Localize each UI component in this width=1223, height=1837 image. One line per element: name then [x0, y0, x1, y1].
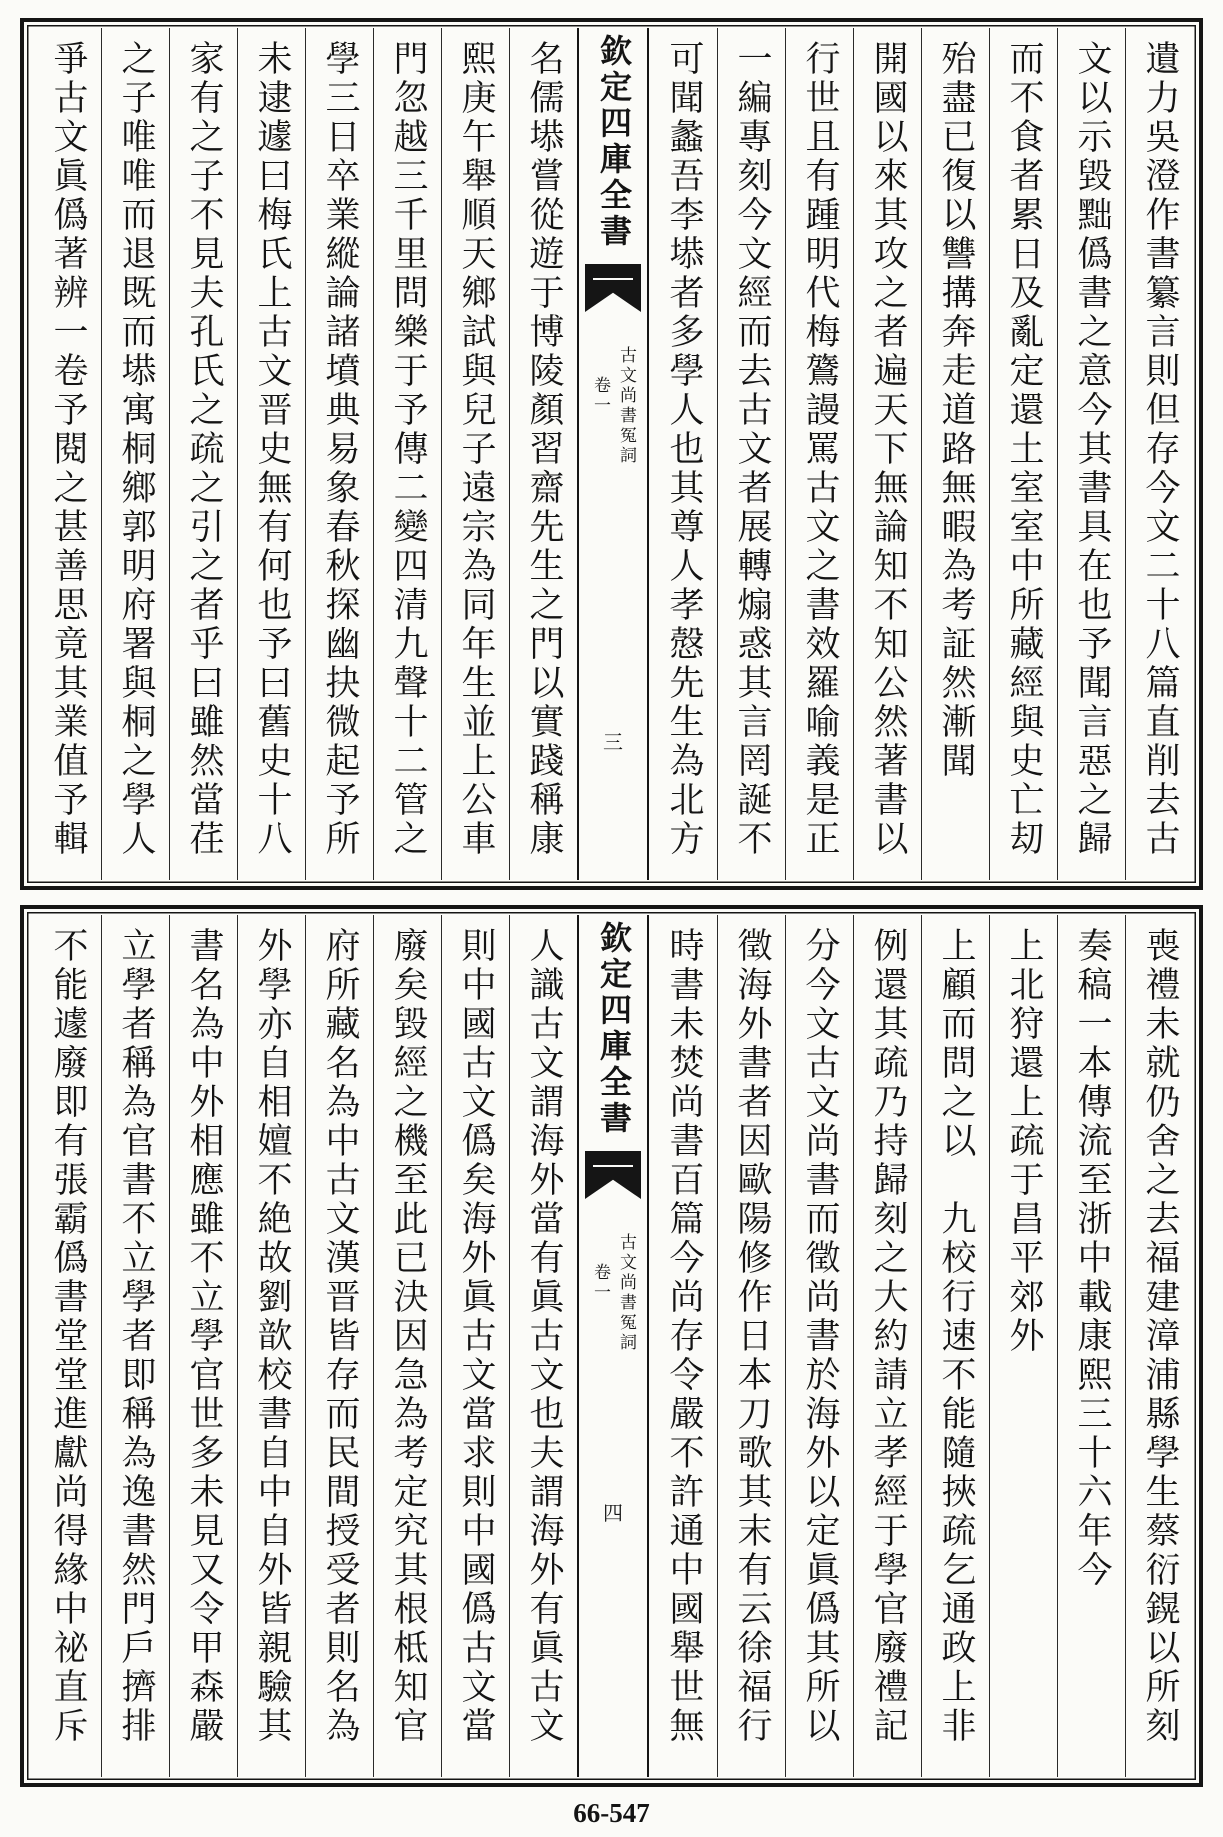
- text-column: 例還其疏乃持歸刻之大約請立孝經于學官廢禮記: [853, 915, 921, 1777]
- book-title-line: [585, 346, 641, 466]
- text-column: 奏稿一本傳流至浙中載康熙三十六年今: [1057, 915, 1125, 1777]
- fishtail-mark: [585, 1151, 641, 1199]
- folio-band: [577, 915, 649, 1777]
- book-title: 古文尚書冤詞: [616, 346, 636, 466]
- text-column: 一編專刻今文經而去古文者展轉煽惑其言罔誕不: [717, 28, 785, 880]
- text-column: 文以示毀黜僞書之意今其書具在也予聞言惡之歸: [1057, 28, 1125, 880]
- text-column: 家有之子不見夫孔氏之疏之引之者乎曰雖然當荏: [169, 28, 237, 880]
- volume-label: 卷一: [590, 1263, 610, 1303]
- fishtail-mark: [585, 264, 641, 312]
- folio-number: 四: [603, 1501, 623, 1525]
- page-block-upper: [20, 18, 1203, 890]
- text-column: 分今文古文尚書而徵尚書於海外以定眞僞其所以: [785, 915, 853, 1777]
- text-column: 開國以來其攻之者遍天下無論知不知公然著書以: [853, 28, 921, 880]
- text-column: 之子唯唯而退既而塨寓桐鄉郭明府署與桐之學人: [101, 28, 169, 880]
- text-column: 遺力吳澄作書纂言則但存今文二十八篇直削去古: [1125, 28, 1193, 880]
- folio-band: [577, 28, 649, 880]
- text-column: 門忽越三千里問樂于予傳二變四清九聲十二管之: [373, 28, 441, 880]
- text-column: 則中國古文僞矣海外眞古文當求則中國僞古文當: [441, 915, 509, 1777]
- text-column: 人識古文謂海外當有眞古文也夫謂海外有眞古文: [509, 915, 577, 1777]
- text-column: 時書未焚尚書百篇今尚存令嚴不許通中國舉世無: [664, 927, 704, 1746]
- text-column: 可聞蠡吾李塨者多學人也其尊人孝慤先生為北方: [664, 40, 704, 859]
- text-column: 立學者稱為官書不立學者即稱為逸書然門戶擠排: [101, 915, 169, 1777]
- text-column: 爭古文眞僞著辨一卷予閱之甚善思竟其業值予輯: [48, 40, 88, 859]
- series-title: 欽定四庫全書: [595, 921, 633, 1137]
- text-column: 不能遽廢即有張霸僞書堂堂進獻尚得緣中祕直斥: [48, 927, 88, 1746]
- text-column: 廢矣毀經之機至此已決因急為考定究其根柢知官: [373, 915, 441, 1777]
- text-column: 學三日卒業縱論諸墳典易象春秋探幽抉微起予所: [305, 28, 373, 880]
- page-block-lower: [20, 905, 1203, 1787]
- text-column: 名儒塨嘗從遊于博陵顏習齋先生之門以實踐稱康: [509, 28, 577, 880]
- text-column: 上顧而問之以 九校行速不能隨挾疏乞通政上非: [921, 915, 989, 1777]
- text-column: 未逮遽曰梅氏上古文晋史無有何也予曰舊史十八: [237, 28, 305, 880]
- text-column: 喪禮未就仍舍之去福建漳浦縣學生蔡衍鎤以所刻: [1125, 915, 1193, 1777]
- text-column: 熙庚午舉順天鄉試與兒子遠宗為同年生並上公車: [441, 28, 509, 880]
- text-column: 行世且有踵明代梅鷟謾罵古文之書效羅喻義是正: [785, 28, 853, 880]
- book-title: 古文尚書冤詞: [616, 1233, 636, 1353]
- folio-number: 三: [603, 730, 623, 754]
- text-column: 書名為中外相應雖不立學官世多未見又令甲森嚴: [169, 915, 237, 1777]
- text-column: 徵海外書者因歐陽修作日本刀歌其末有云徐福行: [717, 915, 785, 1777]
- text-column: 殆盡已復以讐搆奔走道路無暇為考証然漸聞: [921, 28, 989, 880]
- volume-label: 卷一: [590, 376, 610, 416]
- text-column: 外學亦自相嬗不絶故劉歆校書自中自外皆親驗其: [237, 915, 305, 1777]
- text-column: 府所藏名為中古文漢晋皆存而民間授受者則名為: [305, 915, 373, 1777]
- text-column: 而不食者累日及亂定還土室室中所藏經與史亡刧: [989, 28, 1057, 880]
- book-title-line: [585, 1233, 641, 1353]
- text-column: 上北狩還上疏于昌平郊外: [989, 915, 1057, 1777]
- series-title: 欽定四庫全書: [595, 34, 633, 250]
- footer-page-code: 66-547: [573, 1798, 650, 1828]
